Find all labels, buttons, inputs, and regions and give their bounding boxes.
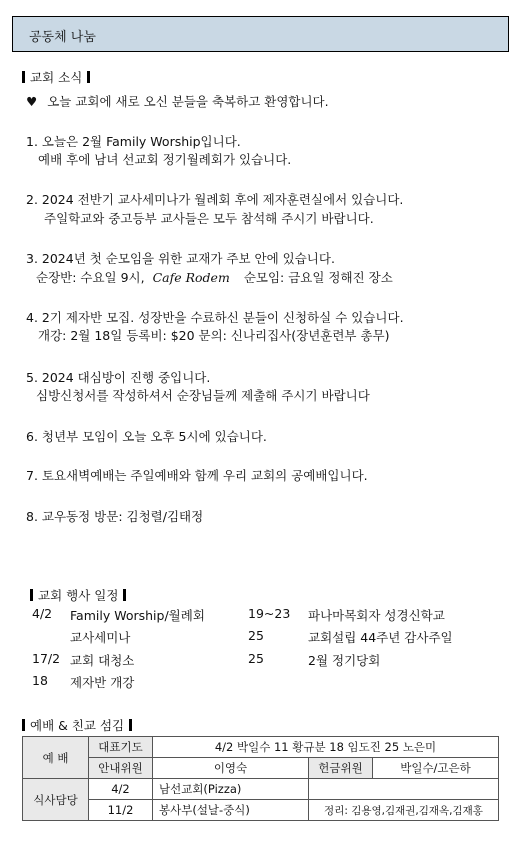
news-item-3: 3. 2024년 첫 순모임을 위한 교재가 주보 안에 있습니다. — [26, 251, 335, 266]
heading-bar-left — [30, 589, 33, 601]
news-item-1-detail: 예배 후에 남녀 선교회 정기월례회가 있습니다. — [38, 152, 292, 167]
meal-value: 남선교회(Pizza) — [153, 779, 309, 800]
heading-bar-right — [87, 71, 90, 83]
news-item-5-detail: 심방신청서를 작성하셔서 순장님들께 제출해 주시기 바랍니다 — [36, 388, 370, 403]
prayer-label: 대표기도 — [89, 737, 153, 758]
news-item-2: 2. 2024 전반기 교사세미나가 월례회 후에 제자훈련실에서 있습니다. — [26, 192, 404, 207]
news-item-3-detail-b: 순모임: 금요일 정해진 장소 — [243, 270, 393, 285]
schedule-heading-text: 교회 행사 일정 — [38, 588, 119, 603]
news-item-3-detail — [36, 268, 393, 286]
news-item-8: 8. 교우동정 방문: 김청렬/김태정 — [26, 509, 204, 524]
worship-heading — [22, 716, 132, 734]
section-header — [12, 16, 509, 52]
news-item-5: 5. 2024 대심방이 진행 중입니다. — [26, 370, 211, 385]
welcome-line — [26, 92, 329, 110]
meal-extra — [309, 779, 499, 800]
worship-heading-text: 예배 & 친교 섬김 — [30, 718, 125, 733]
usher-label: 안내위원 — [89, 758, 153, 779]
heart-icon: ♥ — [26, 94, 38, 109]
schedule-date: 4/2 — [32, 606, 53, 621]
meal-extra: 정리: 김용영,김재권,김재옥,김재홍 — [309, 800, 499, 821]
meal-date: 11/2 — [89, 800, 153, 821]
prayer-value: 4/2 박일수 11 황규분 18 임도진 25 노은미 — [153, 737, 499, 758]
schedule-date: 17/2 — [32, 651, 61, 666]
schedule-event: Family Worship/월례회 — [70, 608, 205, 623]
worship-table — [22, 736, 499, 821]
news-item-4-detail: 개강: 2월 18일 등록비: $20 문의: 신나리집사(장년훈련부 총무) — [38, 328, 390, 343]
offering-label: 헌금위원 — [309, 758, 373, 779]
heading-bar-left — [22, 719, 25, 731]
meal-value: 봉사부(설날-중식) — [153, 800, 309, 821]
schedule-date-2: 25 — [248, 651, 264, 666]
schedule-date-2: 25 — [248, 628, 264, 643]
schedule-event: 제자반 개강 — [70, 675, 135, 690]
table-row — [23, 779, 499, 800]
heading-bar-left — [22, 71, 25, 83]
schedule-date: 18 — [32, 673, 48, 688]
schedule-event: 교회 대청소 — [70, 653, 135, 668]
news-heading — [22, 68, 90, 86]
cafe-name: Cafe Rodem — [152, 270, 230, 285]
schedule-event-2: 파나마목회자 성경신학교 — [308, 608, 445, 623]
news-item-2-detail: 주일학교와 중고등부 교사들은 모두 참석해 주시기 바랍니다. — [44, 211, 374, 226]
news-heading-text: 교회 소식 — [30, 70, 83, 85]
section-title: 공동체 나눔 — [29, 30, 96, 45]
welcome-text: 오늘 교회에 새로 오신 분들을 축복하고 환영합니다. — [47, 94, 329, 109]
table-row — [23, 758, 499, 779]
usher-value: 이영숙 — [153, 758, 309, 779]
schedule-event-2: 2월 정기당회 — [308, 653, 381, 668]
table-row — [23, 800, 499, 821]
heading-bar-right — [129, 719, 132, 731]
heading-bar-right — [123, 589, 126, 601]
schedule-event: 교사세미나 — [70, 630, 131, 645]
news-item-7: 7. 토요새벽예배는 주일예배와 함께 우리 교회의 공예배입니다. — [26, 468, 368, 483]
schedule-date-2: 19~23 — [248, 606, 291, 621]
news-item-1: 1. 오늘은 2월 Family Worship입니다. — [26, 134, 241, 149]
table-row — [23, 737, 499, 758]
news-item-3-detail-a: 순장반: 수요일 9시, — [36, 270, 145, 285]
offering-value: 박일수/고은하 — [373, 758, 499, 779]
news-item-6: 6. 청년부 모임이 오늘 오후 5시에 있습니다. — [26, 429, 267, 444]
worship-row-label: 예 배 — [23, 737, 89, 779]
news-item-4: 4. 2기 제자반 모집. 성장반을 수료하신 분들이 신청하실 수 있습니다. — [26, 310, 404, 325]
schedule-heading — [30, 586, 126, 604]
schedule-event-2: 교회설립 44주년 감사주일 — [308, 630, 453, 645]
meal-date: 4/2 — [89, 779, 153, 800]
meal-label: 식사담당 — [23, 779, 89, 821]
